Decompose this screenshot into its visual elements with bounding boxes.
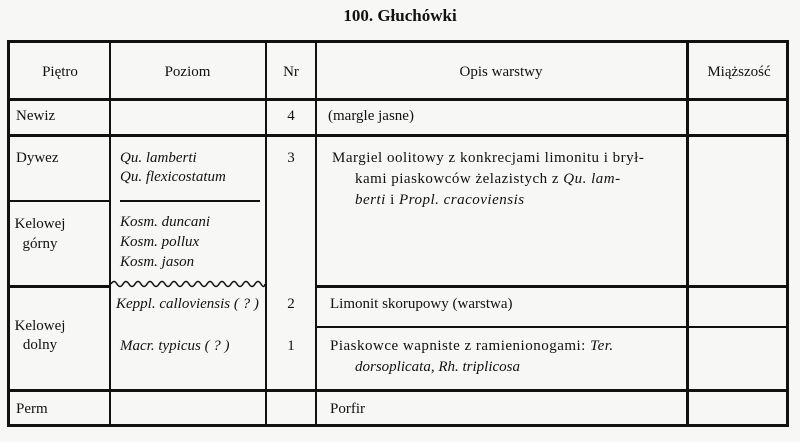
poziom-kosm-pollux: Kosm. pollux (120, 234, 200, 250)
opis-perm: Porfir (330, 401, 365, 417)
header-miazszosc: Miąższość (707, 64, 771, 80)
opis-layer1-line1: Piaskowce wapniste z ramienionogami: Ter. (330, 338, 614, 354)
nr-1: 1 (287, 338, 295, 354)
header-pietro: Piętro (42, 64, 78, 80)
poziom-kosm-jason: Kosm. jason (120, 254, 195, 270)
row-divider-newiz (10, 134, 786, 137)
opis-layer1-line2: dorsoplicata, Rh. triplicosa (355, 359, 520, 375)
opis-layer3-line3: berti i Propl. cracoviensis (355, 192, 525, 208)
opis-layer2: Limonit skorupowy (warstwa) (330, 296, 513, 312)
pietro-kelowej-dolny-2: dolny (22, 337, 58, 353)
unconformity-wave (111, 277, 265, 291)
row-divider-layer2 (315, 285, 786, 288)
opis-newiz: (margle jasne) (328, 108, 414, 124)
nr-4: 4 (287, 108, 295, 124)
page-title: 100. Głuchówki (343, 6, 457, 25)
row-divider-perm (10, 389, 786, 392)
row-divider-poziom-mid (120, 200, 260, 202)
opis-layer3-line2: kami piaskowców żelazistych z Qu. lam- (355, 171, 621, 187)
pietro-perm: Perm (16, 401, 48, 417)
row-divider-layer1 (315, 326, 786, 328)
pietro-kelowej-gorny-1: Kelowej (14, 216, 66, 232)
poziom-macr-typicus: Macr. typicus ( ? ) (120, 338, 230, 354)
header-divider (10, 98, 786, 101)
opis-layer3-line1: Margiel oolitowy z konkrecjami limonitu i brył- (332, 150, 645, 166)
row-divider-upper-lower (10, 285, 109, 288)
row-divider-dywez (10, 200, 110, 202)
nr-2: 2 (287, 296, 295, 312)
nr-3: 3 (287, 150, 295, 166)
pietro-kelowej-dolny-1: Kelowej (14, 318, 66, 334)
poziom-kosm-duncani: Kosm. duncani (120, 214, 210, 230)
pietro-dywez: Dywez (16, 150, 59, 166)
header-poziom: Poziom (164, 64, 211, 80)
pietro-kelowej-gorny-2: górny (22, 236, 58, 252)
poziom-keppl-calloviensis: Keppl. calloviensis ( ? ) (116, 296, 259, 312)
pietro-newiz: Newiz (16, 108, 56, 124)
header-opis: Opis warstwy (459, 64, 543, 80)
poziom-qu-flexicostatum: Qu. flexicostatum (120, 169, 226, 185)
stratigraphy-table (7, 40, 789, 427)
header-nr: Nr (283, 64, 299, 80)
poziom-qu-lamberti: Qu. lamberti (120, 150, 197, 166)
